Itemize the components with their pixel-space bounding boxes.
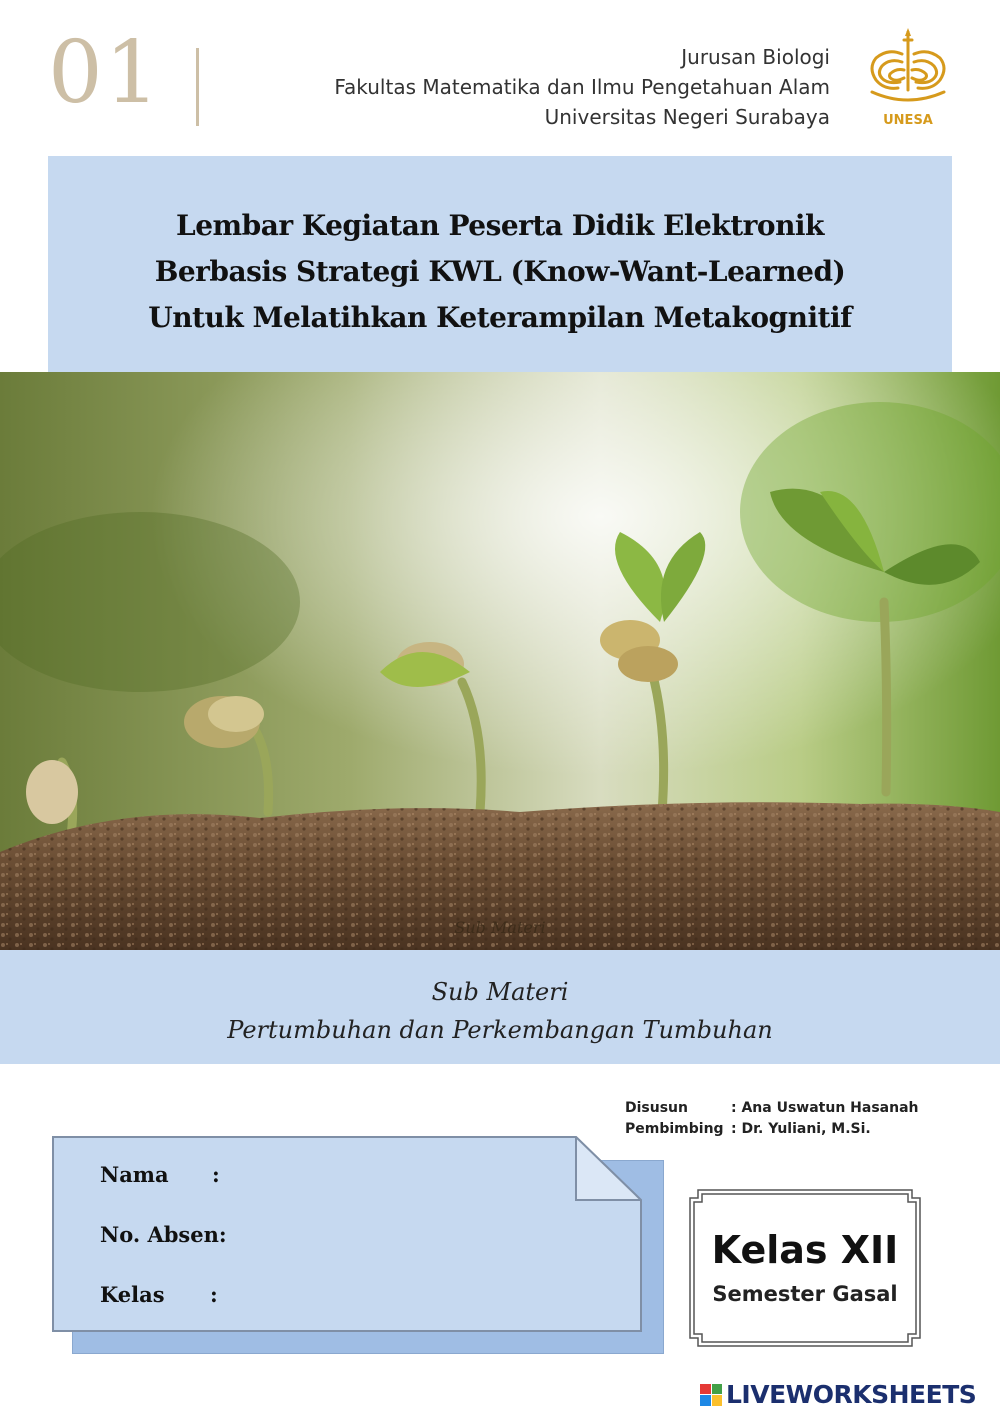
pembimbing-label: Pembimbing xyxy=(625,1121,724,1137)
seedlings-photo xyxy=(0,372,1000,950)
pembimbing-value: : Dr. Yuliani, M.Si. xyxy=(731,1121,871,1137)
no-absen-label: No. Absen: xyxy=(100,1222,227,1247)
institution-block xyxy=(334,42,830,132)
page-number: 01 xyxy=(48,23,162,123)
class-box xyxy=(686,1186,924,1350)
semester-label: Semester Gasal xyxy=(712,1281,898,1306)
brand-text: LIVEWORKSHEETS xyxy=(726,1380,977,1409)
credit-disusun xyxy=(625,1098,919,1119)
nama-label: Nama xyxy=(100,1162,169,1187)
credit-pembimbing xyxy=(625,1119,919,1140)
sub-materi-label: Sub Materi xyxy=(431,978,569,1006)
faculty-name: Fakultas Matematika dan Ilmu Pengetahuan Alam xyxy=(334,75,830,99)
title-line-3: Untuk Melatihkan Keterampilan Metakognitif xyxy=(148,301,852,334)
university-name: Universitas Negeri Surabaya xyxy=(544,105,830,129)
department-name: Jurusan Biologi xyxy=(681,45,830,69)
photo-overlay-text: Sub Materi xyxy=(454,918,546,937)
disusun-label: Disusun xyxy=(625,1100,688,1116)
credits-block xyxy=(625,1098,919,1140)
title-line-2: Berbasis Strategi KWL (Know-Want-Learned) xyxy=(154,255,846,288)
liveworksheets-brand[interactable] xyxy=(700,1380,976,1409)
logo-text: UNESA xyxy=(883,113,933,128)
title-line-1: Lembar Kegiatan Peserta Didik Elektronik xyxy=(176,209,824,242)
kelas-label: Kelas xyxy=(100,1282,165,1307)
title-box xyxy=(48,156,952,388)
unesa-logo xyxy=(858,24,958,134)
sub-materi-band xyxy=(0,950,1000,1064)
liveworksheets-logo-icon xyxy=(700,1384,722,1406)
nama-colon: : xyxy=(212,1162,220,1187)
class-title: Kelas XII xyxy=(711,1228,899,1273)
kelas-colon: : xyxy=(210,1282,218,1307)
disusun-value: : Ana Uswatun Hasanah xyxy=(731,1100,919,1116)
sub-materi-title: Pertumbuhan dan Perkembangan Tumbuhan xyxy=(227,1016,773,1044)
header-divider xyxy=(196,48,199,126)
